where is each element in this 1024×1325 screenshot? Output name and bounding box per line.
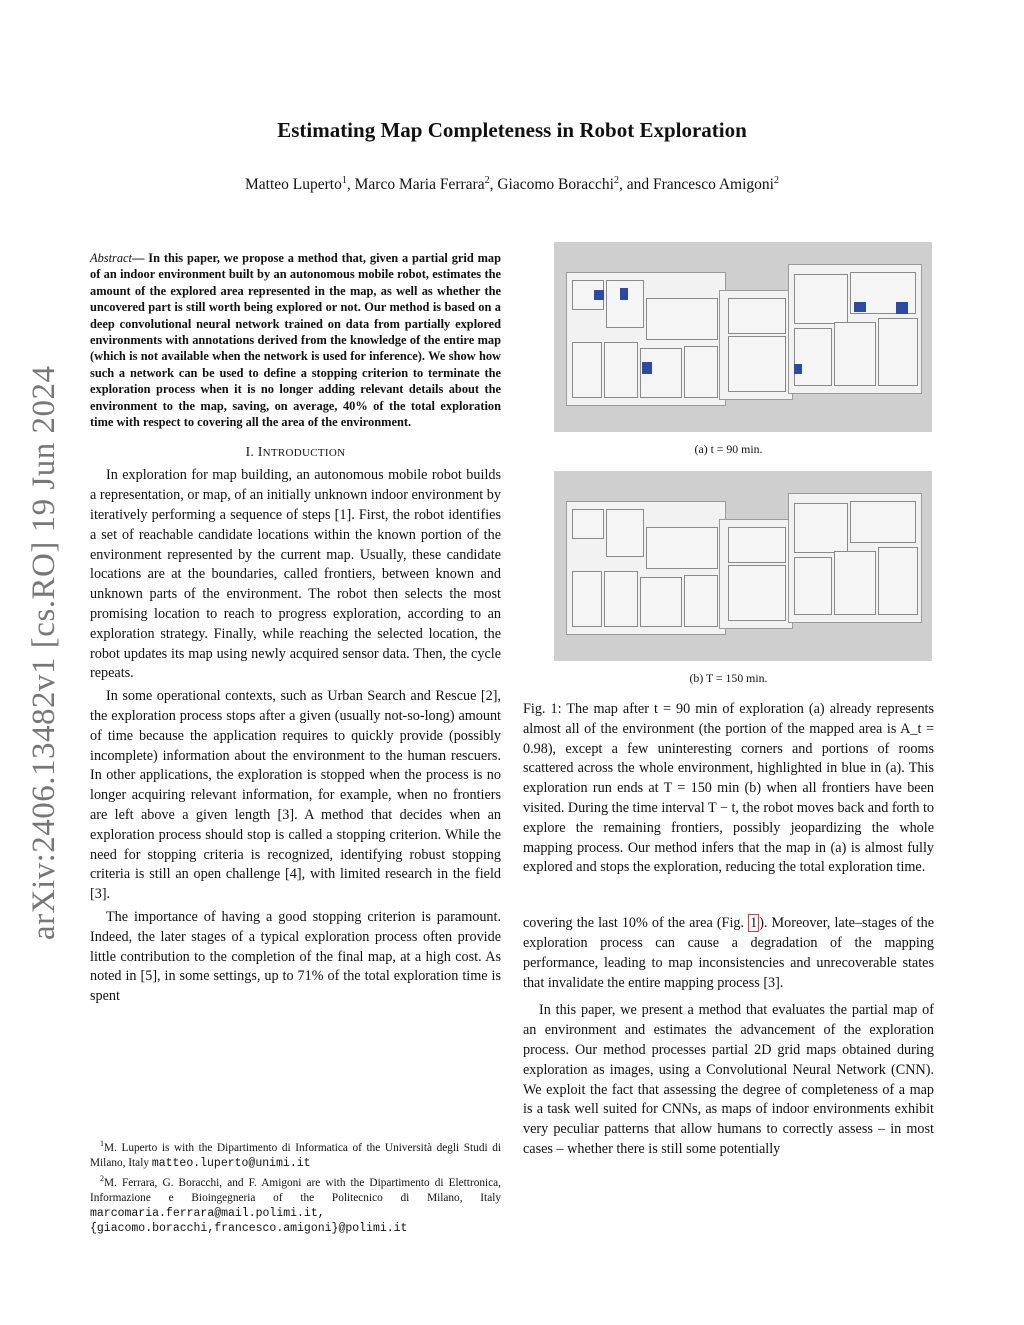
section-heading: I. INTRODUCTION	[245, 444, 346, 460]
unexplored-region	[854, 302, 866, 312]
map-room	[640, 577, 682, 627]
paragraph: covering the last 10% of the area (Fig. 1 ). Moreover, late–stages of the exploration process can cause a degradation of the mapping performance, leading to map inconsistencies and unrecoverable states that invalidate the entire mapping process [3].	[523, 915, 934, 991]
map-room	[572, 342, 602, 398]
paper-title: Estimating Map Completeness in Robot Exploration	[277, 118, 747, 142]
author-name: Marco Maria Ferrara	[354, 176, 485, 194]
abstract-text: In this paper, we propose a method that, given a partial grid map of an indoor environment built by an autonomous mobile robot, estimates the amount of the explored area represented in the map, as well as whether the uncovered part is still worth being explored or not. Our method is based on a deep convolutional neural network trained on data from partially explored environments with annotations derived from the knowledge of the entire map (which is not available when the network is used for inference). We show how such a network can be used to define a stopping criterion to terminate the exploration process when it is no longer adding relevant details about the environment to the map, saving, on average, 40% of the total exploration time with respect to covering all the area of the environment.	[90, 251, 501, 430]
map-room	[794, 557, 832, 615]
map-room	[794, 503, 848, 553]
map-room	[834, 322, 876, 386]
map-room	[646, 527, 718, 569]
author-name: Francesco Amigoni	[653, 176, 774, 194]
right-column	[523, 242, 934, 1160]
map-room	[728, 527, 786, 563]
map-room	[604, 571, 638, 627]
paragraph: In exploration for map building, an autonomous mobile robot builds a representation, or map, of an initially unknown indoor environment by iteratively performing a sequence of steps [1]. First, the robot identifies a set of reachable candidate locations within the known portion of the environment represented by the current map. Usually, these candidate locations are at the boundaries, called frontiers, between known and unknown parts of the environment. The robot then selects the most promising location to reach to progress exploration, according to an exploration strategy. Finally, while reaching the selected location, the robot updates its map using newly acquired sensor data. Then, the cycle repeats.	[90, 467, 501, 682]
author-affiliation: 1	[341, 175, 347, 186]
map-room	[794, 274, 848, 324]
map-figure-a	[554, 242, 932, 432]
map-room	[878, 547, 918, 615]
map-room	[684, 575, 718, 627]
figure-caption: Fig. 1: The map after t = 90 min of exploration (a) already represents almost all of the environment (the portion of the mapped area is A_t = 0.98), except a few uninteresting corners and portions of rooms scattered across the whole environment, highlighted in blue in (a). This exploration run ends at T = 150 min (b) when all frontiers have been visited. During the time interval T − t, the robot moves back and forth to explore the remaining frontiers, possibly jeopardizing the whole mapping process. Our method infers that the map in (a) is almost fully explored and stops the exploration, reducing the total exploration time.	[523, 701, 934, 876]
map-room	[684, 346, 718, 398]
map-room	[572, 509, 604, 539]
abstract-label: Abstract	[90, 251, 132, 265]
map-room	[646, 298, 718, 340]
paragraph: The importance of having a good stopping criterion is paramount. Indeed, the later stages of a typical exploration process often provide little contribution to the completion of the final map, at a high cost. As noted in [5], in some settings, up to 71% of the total exploration time is spent	[90, 909, 501, 1005]
map-room	[572, 571, 602, 627]
email-link[interactable]: matteo.luperto@unimi.it	[151, 1156, 311, 1170]
author-list: Matteo Luperto$^1$, Marco Maria Ferrara$^2$, Giacomo Boracchi$^2$, and Francesco Amigoni$^2$	[245, 175, 779, 194]
map-room	[728, 298, 786, 334]
footnotes	[90, 1136, 501, 1236]
abstract: Abstract— In this paper, we propose a method that, given a partial grid map of an indoor environment built by an autonomous mobile robot, estimates the amount of the explored area represented in the map, as well as whether the uncovered part is still worth being explored or not. Our method is based on a deep convolutional neural network trained on data from partially explored environments with annotations derived from the knowledge of the entire map (which is not available when the network is used for inference). We show how such a network can be used to define a stopping criterion to terminate the exploration process when it is no longer adding relevant details about the environment to the map, saving, on average, 40% of the total exploration time with respect to covering all the area of the environment.	[90, 251, 501, 430]
map-room	[878, 318, 918, 386]
figure-reference-link[interactable]: 1	[750, 915, 758, 932]
author-affiliation: 2	[484, 175, 490, 186]
unexplored-region	[594, 290, 604, 300]
unexplored-region	[620, 288, 628, 300]
map-room	[794, 328, 832, 386]
map-room	[606, 509, 644, 557]
unexplored-region	[896, 302, 908, 314]
unexplored-region	[642, 362, 652, 374]
author-affiliation: 2	[773, 175, 779, 186]
author-name: Matteo Luperto	[245, 176, 342, 194]
map-room	[850, 501, 916, 543]
paragraph: In this paper, we present a method that evaluates the partial map of an environment and estimates the advancement of the exploration process. Our method processes partial 2D grid maps obtained during exploration as images, using a Convolutional Neural Network (CNN). We exploit the fact that assessing the degree of completeness of a map is a task well suited for CNNs, as maps of indoor environments exhibit very peculiar patterns that allow humans to correctly assess – in most cases – whether there is still some potentially	[523, 1002, 934, 1157]
author-affiliation: 2	[613, 175, 619, 186]
paragraph: In some operational contexts, such as Urban Search and Rescue [2], the exploration process stops after a given (usually not-so-long) amount of time because the application requires to quickly provide (possibly incomplete) information about the environment to the human rescuers. In other applications, the exploration is stopped when the process is no longer acquiring relevant information, for example, when no frontiers are left above a given length [3]. A method that decides when an exploration process should stop is called a stopping criterion. While the need for stopping criteria is recognized, identifying robust stopping criteria is still an open challenge [4], with limited research in the field [3].	[90, 688, 501, 903]
map-room	[834, 551, 876, 615]
map-figure-b	[554, 471, 932, 661]
footnote: $^2$M. Ferrara, G. Boracchi, and F. Amigoni are with the Dipartimento di Elettronica, Informazione e Bioingegneria of the Politecnico di Milano, Italy marcomaria.ferrara@mail.polimi.it, {giacomo.boracchi,francesco.amigoni}@polimi.it	[90, 1173, 501, 1235]
map-room	[728, 336, 786, 392]
footnote: $^1$M. Luperto is with the Dipartimento di Informatica of the Università degli Studi di Milano, Italy matteo.luperto@unimi.it	[90, 1139, 501, 1170]
map-room	[728, 565, 786, 621]
subfigure-caption-a: (a) t = 90 min.	[694, 442, 763, 456]
left-column	[90, 250, 501, 1007]
arxiv-side-label: arXiv:2406.13482v1 [cs.RO] 19 Jun 2024	[26, 365, 62, 940]
unexplored-region	[794, 364, 802, 374]
map-room	[604, 342, 638, 398]
author-name: Giacomo Boracchi	[497, 176, 614, 194]
subfigure-caption-b: (b) T = 150 min.	[689, 671, 768, 685]
email-link[interactable]: marcomaria.ferrara@mail.polimi.it, {giacomo.boracchi,francesco.amigoni}@polimi.it	[90, 1206, 408, 1235]
